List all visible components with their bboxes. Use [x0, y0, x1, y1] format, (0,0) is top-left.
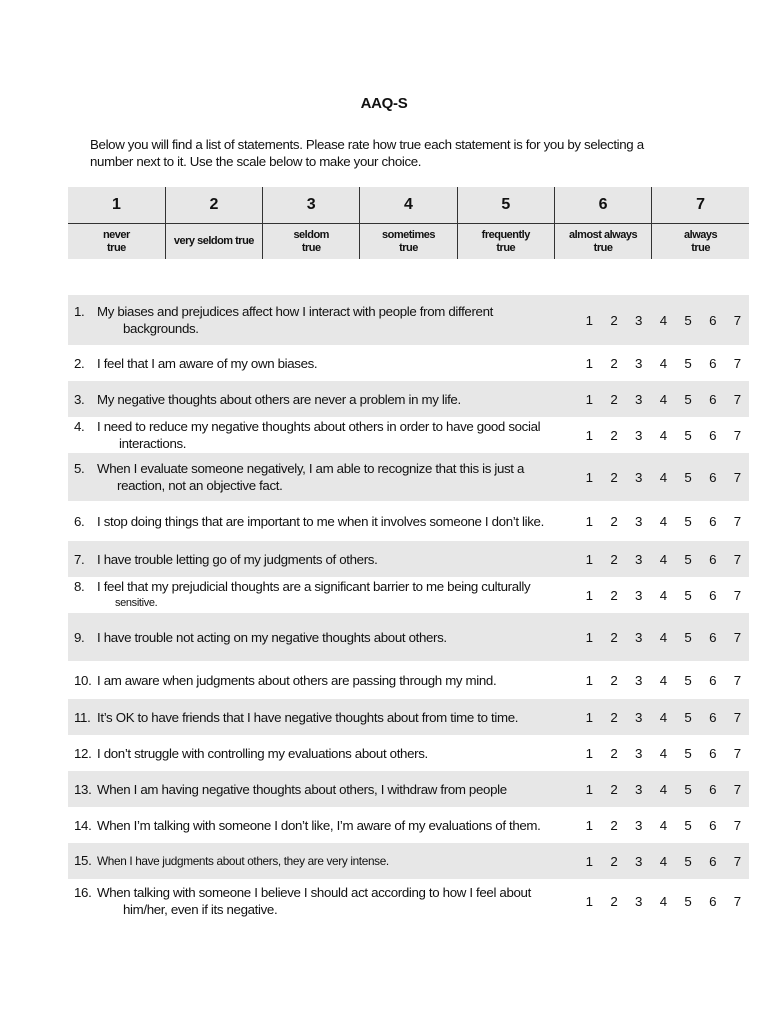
rating-option-4[interactable]: 4: [659, 709, 668, 725]
rating-option-6[interactable]: 6: [709, 551, 717, 567]
item-text: I feel that I am aware of my own biases.: [97, 355, 318, 371]
item-text: I am aware when judgments about others are passing through my mind.: [97, 672, 497, 688]
scale-label-line: sometimes: [381, 228, 435, 241]
item-statement: [68, 817, 574, 834]
item-number: 2.: [74, 355, 85, 371]
item-number: 7.: [74, 551, 85, 567]
rating-option-1[interactable]: 1: [585, 629, 594, 645]
instructions-line-1: Below you will find a list of statements. Please rate how true each statement is for you by selecting a: [90, 137, 644, 152]
rating-option-7[interactable]: 7: [733, 312, 742, 328]
rating-option-7[interactable]: 7: [733, 672, 742, 688]
scale-value: 7: [652, 187, 749, 224]
item-text: My biases and prejudices affect how I interact with people from different: [97, 304, 493, 319]
rating-option-2[interactable]: 2: [610, 853, 618, 869]
item-number: 13.: [74, 781, 92, 797]
rating-option-6[interactable]: 6: [709, 513, 717, 529]
rating-options: [577, 613, 750, 661]
questionnaire-item: [68, 577, 749, 613]
item-statement: [68, 672, 574, 689]
rating-option-3[interactable]: 3: [635, 427, 643, 443]
rating-option-2[interactable]: 2: [610, 781, 618, 797]
questionnaire-item: [68, 453, 749, 501]
rating-option-3[interactable]: 3: [635, 672, 643, 688]
scale-value: 1: [68, 187, 165, 224]
instructions: [90, 136, 690, 170]
rating-option-2[interactable]: 2: [610, 745, 618, 761]
rating-option-2[interactable]: 2: [610, 513, 618, 529]
rating-option-4[interactable]: 4: [659, 391, 668, 407]
rating-option-6[interactable]: 6: [709, 312, 717, 328]
item-number: 12.: [74, 745, 92, 761]
item-text: When I’m talking with someone I don’t like, I’m aware of my evaluations of them.: [97, 817, 541, 833]
item-statement: [68, 355, 574, 372]
rating-option-1[interactable]: 1: [585, 853, 594, 869]
rating-option-1[interactable]: 1: [585, 672, 594, 688]
scale-labels-row: [68, 224, 749, 260]
questionnaire-item: [68, 541, 749, 577]
item-line: [74, 578, 574, 595]
rating-option-7[interactable]: 7: [733, 513, 742, 529]
rating-option-1[interactable]: 1: [585, 355, 594, 371]
rating-options: [577, 453, 750, 501]
item-statement: [68, 303, 574, 337]
rating-option-3[interactable]: 3: [635, 312, 643, 328]
rating-option-7[interactable]: 7: [733, 587, 742, 603]
rating-option-6[interactable]: 6: [709, 745, 717, 761]
rating-option-3[interactable]: 3: [635, 817, 643, 833]
rating-option-5[interactable]: 5: [684, 391, 692, 407]
rating-option-4[interactable]: 4: [659, 355, 668, 371]
questionnaire-item: [68, 879, 749, 923]
item-number: 15.: [74, 853, 92, 868]
rating-options: [577, 807, 750, 843]
questionnaire-item: [68, 295, 749, 345]
rating-option-5[interactable]: 5: [684, 355, 692, 371]
rating-option-7[interactable]: 7: [733, 427, 742, 443]
item-line: [74, 551, 574, 568]
rating-option-5[interactable]: 5: [684, 629, 692, 645]
item-number: 11.: [74, 709, 91, 725]
scale-value: 3: [263, 187, 360, 224]
item-text-continued: sensitive.: [115, 597, 158, 609]
rating-option-7[interactable]: 7: [733, 781, 742, 797]
rating-options: [577, 381, 750, 417]
item-text: It’s OK to have friends that I have negative thoughts about from time to time.: [97, 709, 519, 725]
rating-option-7[interactable]: 7: [733, 709, 742, 725]
rating-option-2[interactable]: 2: [610, 587, 618, 603]
rating-option-2[interactable]: 2: [610, 427, 618, 443]
item-text: When I evaluate someone negatively, I am able to recognize that this is just a: [97, 461, 525, 476]
rating-option-4[interactable]: 4: [659, 781, 668, 797]
rating-options: [577, 771, 750, 807]
rating-options: [577, 577, 750, 613]
rating-option-3[interactable]: 3: [635, 513, 643, 529]
rating-option-1[interactable]: 1: [585, 781, 594, 797]
rating-option-4[interactable]: 4: [659, 469, 668, 485]
item-number: 14.: [74, 817, 92, 833]
rating-option-4[interactable]: 4: [659, 817, 668, 833]
rating-option-1[interactable]: 1: [585, 893, 594, 909]
rating-option-4[interactable]: 4: [659, 853, 668, 869]
item-number: 1.: [74, 304, 85, 319]
scale-value: 4: [360, 187, 457, 224]
rating-option-6[interactable]: 6: [709, 817, 717, 833]
questionnaire-item: [68, 417, 749, 453]
rating-option-3[interactable]: 3: [635, 893, 643, 909]
rating-option-1[interactable]: 1: [585, 551, 594, 567]
item-line: [74, 817, 574, 834]
questionnaire-item: [68, 807, 749, 843]
item-number: 16.: [74, 885, 92, 900]
rating-option-1[interactable]: 1: [585, 817, 594, 833]
questionnaire-item: [68, 501, 749, 541]
rating-option-4[interactable]: 4: [659, 629, 668, 645]
rating-option-6[interactable]: 6: [709, 781, 717, 797]
rating-option-3[interactable]: 3: [635, 709, 643, 725]
rating-options: [577, 541, 750, 577]
item-line: [74, 672, 574, 689]
rating-option-6[interactable]: 6: [709, 469, 717, 485]
rating-option-7[interactable]: 7: [733, 853, 742, 869]
rating-option-5[interactable]: 5: [684, 427, 692, 443]
questionnaire-item: [68, 381, 749, 417]
rating-option-5[interactable]: 5: [684, 312, 692, 328]
item-text-continued: backgrounds.: [123, 321, 199, 336]
item-text: When I have judgments about others, they are very intense.: [97, 854, 389, 868]
rating-option-5[interactable]: 5: [684, 709, 692, 725]
rating-option-5[interactable]: 5: [684, 551, 692, 567]
item-statement: [68, 629, 574, 646]
item-text-continued: reaction, not an objective fact.: [117, 478, 283, 493]
item-line: [74, 629, 574, 646]
rating-options: [577, 879, 750, 923]
item-line: [74, 355, 574, 372]
rating-option-2[interactable]: 2: [610, 551, 618, 567]
rating-option-2[interactable]: 2: [610, 469, 618, 485]
scale-label-line: always: [684, 228, 718, 241]
rating-options: [577, 843, 750, 879]
item-text-continued: interactions.: [119, 436, 187, 451]
item-statement: [68, 852, 574, 870]
rating-option-5[interactable]: 5: [684, 672, 692, 688]
item-number: 9.: [74, 629, 85, 645]
scale-label: [554, 224, 651, 260]
item-line: [74, 852, 574, 870]
rating-option-6[interactable]: 6: [709, 427, 717, 443]
item-text: I need to reduce my negative thoughts about others in order to have good social: [97, 419, 541, 434]
rating-options: [577, 345, 750, 381]
scale-label-line: seldom: [293, 228, 329, 241]
item-number: 3.: [74, 391, 85, 407]
rating-option-6[interactable]: 6: [709, 587, 717, 603]
item-line: [74, 709, 574, 726]
item-text: When I am having negative thoughts about others, I withdraw from people: [97, 781, 507, 797]
rating-option-3[interactable]: 3: [635, 355, 643, 371]
questionnaire-item: [68, 613, 749, 661]
scale-label-line: true: [399, 241, 418, 254]
scale-label: [457, 224, 554, 260]
item-number: 8.: [74, 579, 85, 594]
rating-option-5[interactable]: 5: [684, 893, 692, 909]
rating-option-2[interactable]: 2: [610, 355, 618, 371]
item-line: [74, 391, 574, 408]
rating-option-4[interactable]: 4: [659, 587, 668, 603]
item-line: [74, 460, 574, 477]
item-statement: [68, 709, 574, 726]
scale-label-line: true: [691, 241, 710, 254]
rating-option-6[interactable]: 6: [709, 853, 717, 869]
scale-label: [360, 224, 457, 260]
rating-option-6[interactable]: 6: [709, 629, 717, 645]
scale-label-line: true: [496, 241, 516, 254]
scale-value: 6: [554, 187, 651, 224]
item-line: [74, 745, 574, 762]
rating-option-6[interactable]: 6: [709, 355, 717, 371]
rating-option-1[interactable]: 1: [585, 469, 594, 485]
rating-option-5[interactable]: 5: [684, 745, 692, 761]
rating-option-1[interactable]: 1: [585, 427, 594, 443]
rating-option-4[interactable]: 4: [659, 893, 668, 909]
item-text: I have trouble not acting on my negative thoughts about others.: [97, 629, 447, 645]
item-statement: [68, 884, 574, 918]
rating-option-7[interactable]: 7: [733, 469, 742, 485]
rating-option-2[interactable]: 2: [610, 629, 618, 645]
rating-options: [577, 295, 750, 345]
rating-option-1[interactable]: 1: [585, 513, 594, 529]
rating-option-6[interactable]: 6: [709, 893, 717, 909]
questionnaire-item: [68, 699, 749, 735]
instructions-line-2: number next to it. Use the scale below to make your choice.: [90, 154, 422, 169]
rating-option-7[interactable]: 7: [733, 355, 742, 371]
item-text: I feel that my prejudicial thoughts are a significant barrier to me being culturally: [97, 579, 531, 594]
questionnaire-item: [68, 345, 749, 381]
rating-option-1[interactable]: 1: [585, 709, 594, 725]
scale-label: [68, 224, 165, 260]
rating-option-2[interactable]: 2: [610, 817, 618, 833]
questionnaire-item: [68, 661, 749, 699]
scale-label: [652, 224, 749, 260]
item-text: I stop doing things that are important to me when it involves someone I don’t like.: [97, 513, 544, 529]
rating-option-5[interactable]: 5: [684, 469, 692, 485]
item-number: 4.: [74, 419, 85, 434]
page-title: AAQ-S: [360, 95, 408, 112]
item-text: I don’t struggle with controlling my evaluations about others.: [97, 745, 428, 761]
rating-option-4[interactable]: 4: [659, 745, 668, 761]
rating-option-5[interactable]: 5: [684, 587, 692, 603]
rating-option-3[interactable]: 3: [635, 853, 643, 869]
item-line: [74, 303, 574, 320]
scale-label: [263, 224, 360, 260]
rating-option-1[interactable]: 1: [585, 312, 594, 328]
rating-option-4[interactable]: 4: [659, 551, 668, 567]
rating-option-2[interactable]: 2: [610, 709, 618, 725]
rating-option-6[interactable]: 6: [709, 672, 717, 688]
rating-option-4[interactable]: 4: [659, 672, 668, 688]
rating-option-3[interactable]: 3: [635, 391, 643, 407]
rating-option-3[interactable]: 3: [635, 469, 643, 485]
rating-option-7[interactable]: 7: [733, 745, 742, 761]
rating-option-1[interactable]: 1: [585, 587, 594, 603]
scale-values-row: [68, 187, 749, 224]
rating-scale-table: [68, 187, 749, 259]
rating-options: [577, 501, 750, 541]
rating-option-7[interactable]: 7: [733, 629, 742, 645]
rating-option-5[interactable]: 5: [684, 781, 692, 797]
rating-option-7[interactable]: 7: [733, 817, 742, 833]
item-text: My negative thoughts about others are never a problem in my life.: [97, 391, 461, 407]
rating-option-3[interactable]: 3: [635, 551, 643, 567]
scale-label-line: true: [301, 241, 321, 254]
rating-option-2[interactable]: 2: [610, 672, 618, 688]
scale-label-line: true: [107, 241, 126, 254]
rating-option-6[interactable]: 6: [709, 391, 717, 407]
item-statement: [68, 745, 574, 762]
item-statement: [68, 460, 574, 494]
scale-label-line: very seldom true: [173, 235, 254, 247]
item-statement: [68, 418, 574, 452]
item-number: 6.: [74, 513, 85, 529]
rating-options: [577, 699, 750, 735]
rating-option-4[interactable]: 4: [659, 427, 668, 443]
rating-options: [577, 735, 750, 771]
rating-option-3[interactable]: 3: [635, 745, 643, 761]
rating-option-3[interactable]: 3: [635, 587, 643, 603]
rating-option-2[interactable]: 2: [610, 312, 618, 328]
scale-value: 5: [457, 187, 554, 224]
rating-options: [577, 661, 750, 699]
rating-option-1[interactable]: 1: [585, 391, 594, 407]
scale-label-line: frequently: [481, 228, 530, 241]
questionnaire-item: [68, 735, 749, 771]
rating-option-5[interactable]: 5: [684, 853, 692, 869]
rating-option-5[interactable]: 5: [684, 817, 692, 833]
item-statement: [68, 513, 574, 530]
rating-option-7[interactable]: 7: [733, 551, 742, 567]
rating-option-2[interactable]: 2: [610, 391, 618, 407]
rating-option-7[interactable]: 7: [733, 893, 742, 909]
scale-value: 2: [165, 187, 262, 224]
questionnaire-item: [68, 771, 749, 807]
questionnaire-items: [68, 295, 749, 923]
item-number: 5.: [74, 461, 85, 476]
questionnaire-item: [68, 843, 749, 879]
rating-option-4[interactable]: 4: [659, 312, 668, 328]
scale-label-line: true: [593, 241, 613, 254]
item-text-continued: him/her, even if its negative.: [123, 902, 278, 917]
scale-label-line: almost always: [569, 228, 638, 241]
item-number: 10.: [74, 672, 92, 688]
rating-options: [577, 417, 750, 453]
item-text: I have trouble letting go of my judgments of others.: [97, 551, 378, 567]
rating-option-4[interactable]: 4: [659, 513, 668, 529]
item-statement: [68, 781, 574, 798]
rating-option-1[interactable]: 1: [585, 745, 594, 761]
item-line: [74, 884, 574, 901]
rating-option-3[interactable]: 3: [635, 629, 643, 645]
item-line: [74, 418, 574, 435]
item-statement: [68, 391, 574, 408]
item-statement: [68, 578, 574, 612]
rating-option-3[interactable]: 3: [635, 781, 643, 797]
rating-option-7[interactable]: 7: [733, 391, 742, 407]
item-text: When talking with someone I believe I should act according to how I feel about: [97, 885, 531, 900]
item-line: [74, 513, 574, 530]
scale-label: [165, 224, 262, 260]
item-line: [74, 781, 574, 798]
rating-option-6[interactable]: 6: [709, 709, 717, 725]
rating-option-5[interactable]: 5: [684, 513, 692, 529]
item-statement: [68, 551, 574, 568]
rating-option-2[interactable]: 2: [610, 893, 618, 909]
scale-label-line: never: [102, 228, 130, 241]
